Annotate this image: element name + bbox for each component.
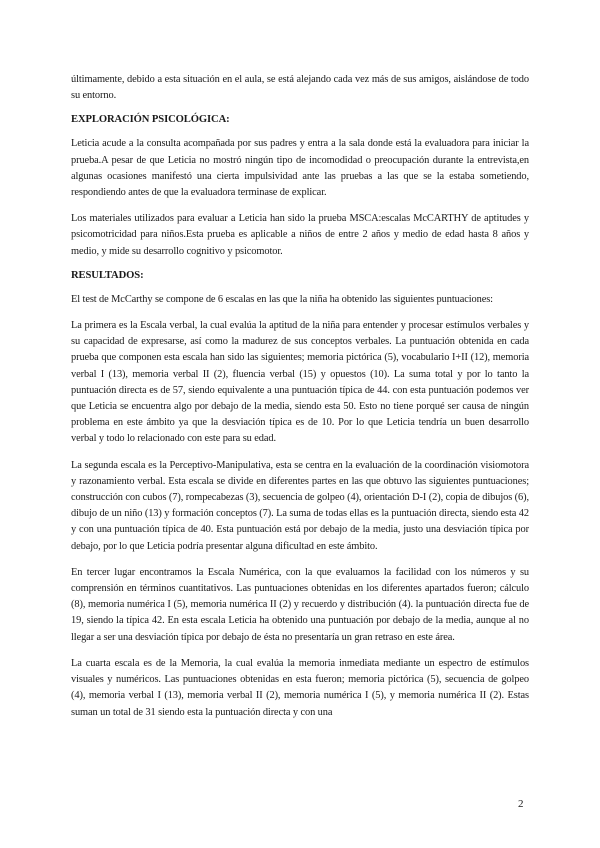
paragraph-continuation: últimamente, debido a esta situación en el aula, se está alejando cada vez más de sus amigos, aislándose de todo su entorno. bbox=[71, 74, 529, 102]
paragraph-consulta: Leticia acude a la consulta acompañada por sus padres y entra a la sala donde está la evaluadora para iniciar la prueba.A pesar de que Leticia no mostró ningún tipo de incomodidad o preocupación durante la entrevista,en algunas ocasiones manifestó una cierta impulsividad ante las pruebas a las que se la estaba sometiendo, respondiendo antes de que la evaluadora terminase de explicar. bbox=[71, 138, 529, 199]
paragraph-escala-numerica: En tercer lugar encontramos la Escala Numérica, con la que evaluamos la facilidad con los números y su comprensión en términos cuantitativos. Las puntuaciones obtenidas en los diferentes apartados fueron; cálculo (8), memoria numérica I (5), memoria numérica II (2) y recuerdo y distribución (4). la puntuación directa fue de 19, siendo la típica 42. En esta escala Leticia ha obtenido una puntuación por debajo de la media, aunque al no llegar a ser una desviación típica por debajo de ésta no presentaría un gran retraso en este área. bbox=[71, 566, 529, 643]
page-content bbox=[71, 72, 529, 721]
page-number: 2 bbox=[518, 798, 524, 810]
paragraph-escala-memoria: La cuarta escala es de la Memoria, la cual evalúa la memoria inmediata mediante un espectro de estímulos visuales y numéricos. Las puntuaciones obtenidas en esta fueron; memoria pictórica (5), secuencia de golpeo (4), memoria verbal I (13), memoria verbal II (2), memoria numérica I (5), y memoria numérica II (2). Estas suman un total de 31 siendo esta la puntuación directa y con una bbox=[71, 657, 529, 718]
heading-exploracion-psicologica: EXPLORACIÓN PSICOLÓGICA: bbox=[71, 114, 230, 126]
paragraph-materiales: Los materiales utilizados para evaluar a Leticia han sido la prueba MSCA:escalas McCARTHY de aptitudes y psicomotricidad para niños.Esta prueba es aplicable a niños de entre 2 años y medio de edad hasta 8 años y medio, y mide su desarrollo cognitivo y psicomotor. bbox=[71, 213, 529, 257]
heading-resultados: RESULTADOS: bbox=[71, 269, 144, 281]
paragraph-escala-perceptivo-manipulativa: La segunda escala es la Perceptivo-Manipulativa, esta se centra en la evaluación de la coordinación visiomotora y razonamiento verbal. Esta escala se divide en diferentes partes en las que obtuvo las siguientes puntuaciones; construcción con cubos (7), rompecabezas (3), secuencia de golpeo (4), orientación D-I (2), copia de dibujos (6), dibujo de un niño (13) y formación conceptos (7). La suma de todas ellas es la puntuación directa, siendo esta 42 y con una puntuación típica de 40. Esta puntuación está por debajo de la media, justo una desviación típica por debajo, por lo que Leticia podría presentar alguna dificultad en este ámbito. bbox=[71, 459, 529, 552]
paragraph-test-mccarthy: El test de McCarthy se compone de 6 escalas en las que la niña ha obtenido las siguientes puntuaciones: bbox=[71, 293, 493, 305]
paragraph-escala-verbal: La primera es la Escala verbal, la cual evalúa la aptitud de la niña para entender y procesar estímulos verbales y su capacidad de expresarse, así como la madurez de sus conceptos verbales. La puntuación obtenida en cada prueba que componen esta escala han sido las siguientes; memoria pictórica (5), vocabulario I+II (12), memoria verbal I (13), memoria verbal II (2), fluencia verbal (15) y opuestos (10). La suma total y por lo tanto la puntuación directa es de 57, siendo equivalente a una puntuación típica de 44. con esta puntuación podemos ver que Leticia se encuentra algo por debajo de la media, siendo esta 50. Esto no tiene porqué ser causa de ningún problema en este ámbito ya que la desviación típica es de 10. Por lo que Leticia tendría un buen desarrollo verbal y todo lo relacionado con este para su edad. bbox=[71, 320, 529, 445]
